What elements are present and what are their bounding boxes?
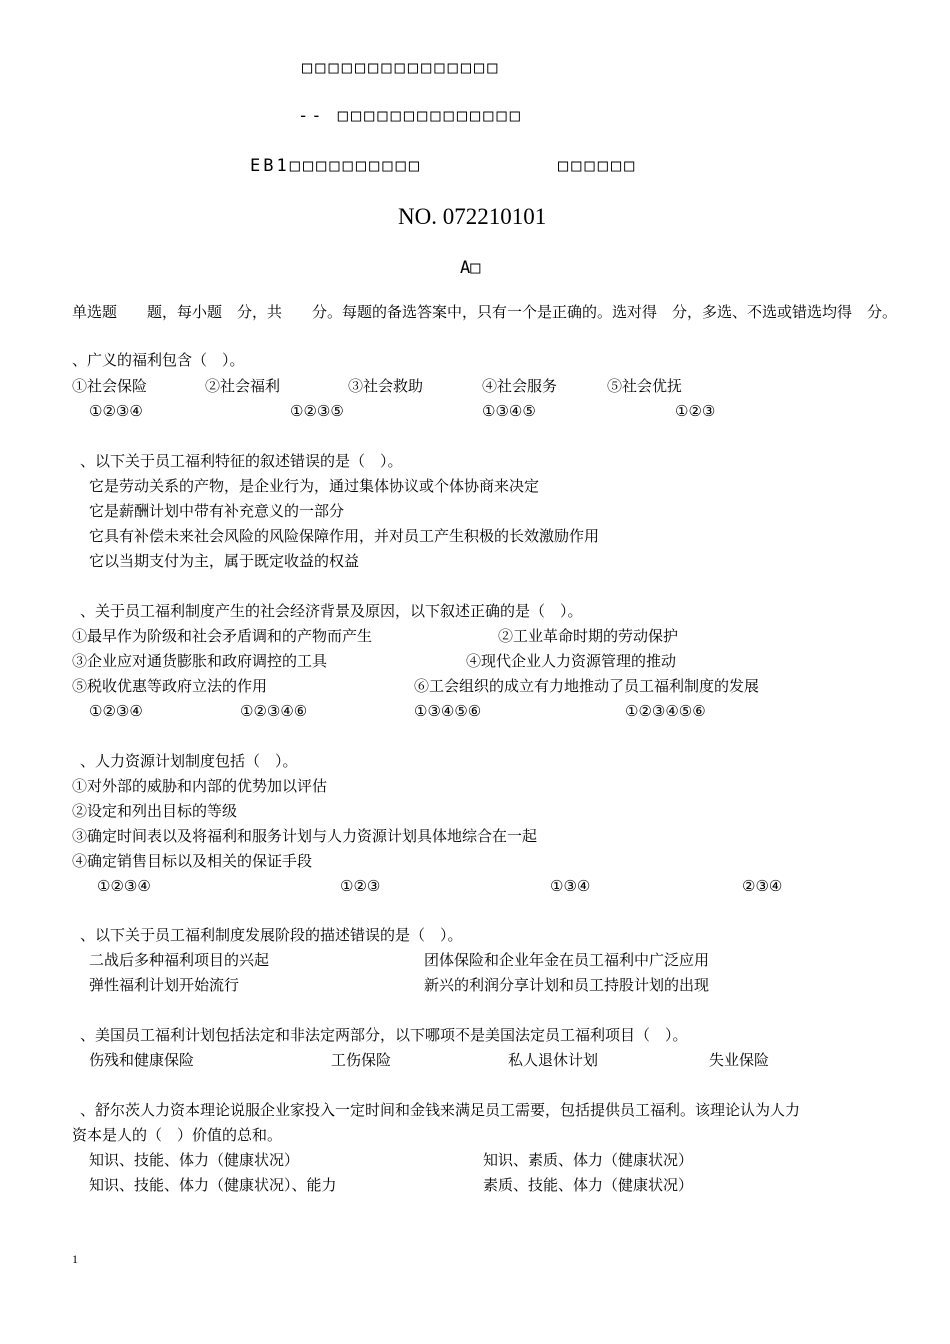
q7-option[interactable]: 素质、技能、体力（健康状况） xyxy=(483,1176,694,1194)
q2-option[interactable]: 它以当期支付为主，属于既定收益的权益 xyxy=(89,552,360,570)
q6-option[interactable]: 工伤保险 xyxy=(331,1051,392,1069)
q3-item: ④现代企业人力资源管理的推动 xyxy=(466,652,677,670)
q5-option[interactable]: 团体保险和企业年金在员工福利中广泛应用 xyxy=(424,951,710,969)
q1-option[interactable]: ①②③ xyxy=(675,402,716,420)
doc-course-line: EB1□□□□□□□□□□ xyxy=(250,156,423,176)
instructions: 单选题 题，每小题 分，共 分。每题的备选答案中，只有一个是正确的。选对得 分，多选、不选或错选均得 分。 xyxy=(72,303,898,321)
doc-title-line2: -- □□□□□□□□□□□□□□ xyxy=(298,106,523,126)
q2-option[interactable]: 它是劳动关系的产物，是企业行为，通过集体协议或个体协商来决定 xyxy=(89,477,540,495)
q1-stem: 、广义的福利包含（ ）。 xyxy=(72,351,245,369)
q2-stem: 、以下关于员工福利特征的叙述错误的是（ ）。 xyxy=(80,452,403,470)
q6-option[interactable]: 私人退休计划 xyxy=(508,1051,599,1069)
q5-option[interactable]: 新兴的利润分享计划和员工持股计划的出现 xyxy=(424,976,710,994)
doc-section: A□ xyxy=(460,258,481,278)
q1-item: ⑤社会优抚 xyxy=(607,377,683,395)
doc-course-line-right: □□□□□□ xyxy=(558,156,638,176)
q4-option[interactable]: ①②③ xyxy=(340,877,381,895)
q3-item: ⑤税收优惠等政府立法的作用 xyxy=(72,677,268,695)
q4-item: ③确定时间表以及将福利和服务计划与人力资源计划具体地综合在一起 xyxy=(72,827,538,845)
q6-stem: 、美国员工福利计划包括法定和非法定两部分，以下哪项不是美国法定员工福利项目（ ）。 xyxy=(80,1026,688,1044)
q3-stem: 、关于员工福利制度产生的社会经济背景及原因，以下叙述正确的是（ ）。 xyxy=(80,602,583,620)
q4-item: ①对外部的威胁和内部的优势加以评估 xyxy=(72,777,328,795)
q4-stem: 、人力资源计划制度包括（ ）。 xyxy=(80,752,298,770)
q6-option[interactable]: 失业保险 xyxy=(709,1051,770,1069)
q5-option[interactable]: 弹性福利计划开始流行 xyxy=(89,976,240,994)
q1-option[interactable]: ①②③⑤ xyxy=(290,402,344,420)
q7-option[interactable]: 知识、素质、体力（健康状况） xyxy=(483,1151,694,1169)
q4-item: ②设定和列出目标的等级 xyxy=(72,802,238,820)
q3-option[interactable]: ①②③④⑤⑥ xyxy=(625,702,706,720)
page-number: 1 xyxy=(72,1252,78,1266)
q3-option[interactable]: ①②③④ xyxy=(89,702,143,720)
q1-item: ②社会福利 xyxy=(205,377,281,395)
q1-item: ①社会保险 xyxy=(72,377,148,395)
q6-option[interactable]: 伤残和健康保险 xyxy=(89,1051,195,1069)
q4-option[interactable]: ①③④ xyxy=(550,877,591,895)
q2-option[interactable]: 它是薪酬计划中带有补充意义的一部分 xyxy=(89,502,345,520)
q5-stem: 、以下关于员工福利制度发展阶段的描述错误的是（ ）。 xyxy=(80,926,463,944)
doc-title-line1: □□□□□□□□□□□□□□□ xyxy=(302,58,501,78)
q4-option[interactable]: ①②③④ xyxy=(97,877,151,895)
q7-stem: 、舒尔茨人力资本理论说服企业家投入一定时间和金钱来满足员工需要，包括提供员工福利。该理论认为人力 xyxy=(80,1101,801,1119)
q2-option[interactable]: 它具有补偿未来社会风险的风险保障作用，并对员工产生积极的长效激励作用 xyxy=(89,527,600,545)
q3-option[interactable]: ①③④⑤⑥ xyxy=(414,702,482,720)
q5-option[interactable]: 二战后多种福利项目的兴起 xyxy=(89,951,270,969)
q1-option[interactable]: ①②③④ xyxy=(89,402,143,420)
q3-item: ②工业革命时期的劳动保护 xyxy=(498,627,679,645)
q1-option[interactable]: ①③④⑤ xyxy=(482,402,536,420)
q1-item: ③社会救助 xyxy=(348,377,424,395)
q7-option[interactable]: 知识、技能、体力（健康状况）、能力 xyxy=(89,1176,337,1194)
q4-option[interactable]: ②③④ xyxy=(742,877,783,895)
q3-item: ①最早作为阶级和社会矛盾调和的产物而产生 xyxy=(72,627,373,645)
q3-option[interactable]: ①②③④⑥ xyxy=(240,702,308,720)
doc-number: NO. 072210101 xyxy=(398,204,547,229)
q3-item: ⑥工会组织的成立有力地推动了员工福利制度的发展 xyxy=(414,677,760,695)
q7-stem-continued: 资本是人的（ ）价值的总和。 xyxy=(72,1126,283,1144)
q4-item: ④确定销售目标以及相关的保证手段 xyxy=(72,852,313,870)
q3-item: ③企业应对通货膨胀和政府调控的工具 xyxy=(72,652,328,670)
q1-item: ④社会服务 xyxy=(482,377,558,395)
q7-option[interactable]: 知识、技能、体力（健康状况） xyxy=(89,1151,300,1169)
